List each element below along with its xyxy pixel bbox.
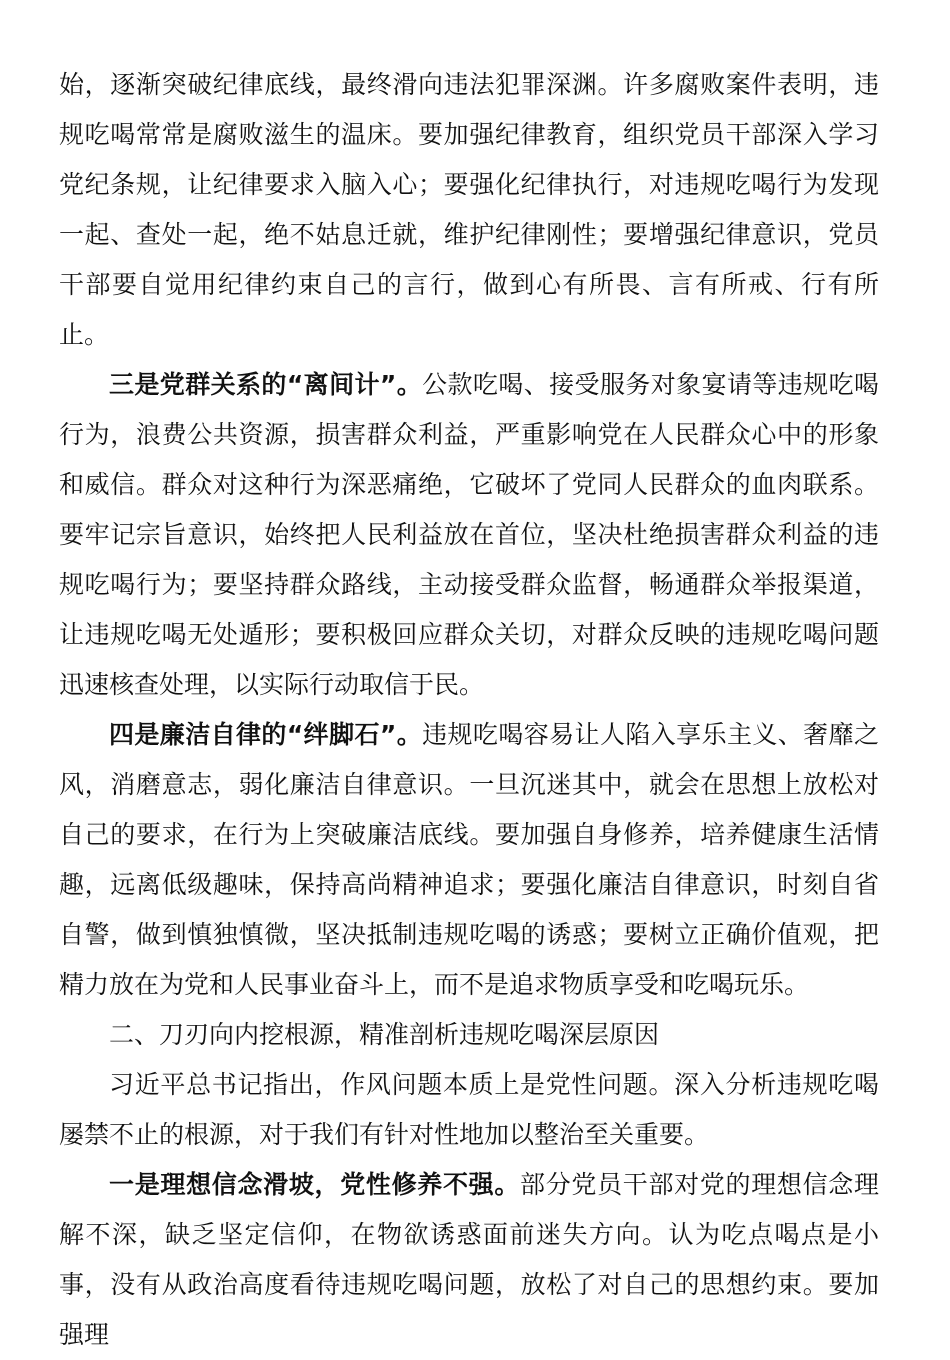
paragraph-ideals-beliefs bbox=[59, 1160, 879, 1360]
paragraph-lead: 四是廉洁自律的“绊脚石”。 bbox=[109, 720, 423, 749]
paragraph-discipline-continued bbox=[59, 60, 879, 360]
paragraph-text: 部分党员干部对党的理想信念理解不深，缺乏坚定信仰，在物欲诱惑面前迷失方向。认为吃点喝点是小事，没有从政治高度看待违规吃喝问题，放松了对自己的思想约束。要加强理 bbox=[59, 1170, 879, 1349]
paragraph-lead: 一是理想信念滑坡，党性修养不强。 bbox=[109, 1170, 521, 1199]
paragraph-integrity-self-discipline bbox=[59, 710, 879, 1010]
paragraph-lead: 三是党群关系的“离间计”。 bbox=[109, 370, 423, 399]
section-heading: 二、刀刃向内挖根源，精准剖析违规吃喝深层原因 bbox=[109, 1020, 660, 1049]
paragraph-text: 始，逐渐突破纪律底线，最终滑向违法犯罪深渊。许多腐败案件表明，违规吃喝常常是腐败滋生的温床。要加强纪律教育，组织党员干部深入学习党纪条规，让纪律要求入脑入心；要强化纪律执行，对违规吃喝行为发现一起、查处一起，绝不姑息迁就，维护纪律刚性；要增强纪律意识，党员干部要自觉用纪律约束自己的言行，做到心有所畏、言有所戒、行有所止。 bbox=[59, 70, 879, 349]
paragraph-section-intro bbox=[59, 1060, 879, 1160]
document-page bbox=[59, 60, 879, 1360]
paragraph-text: 习近平总书记指出，作风问题本质上是党性问题。深入分析违规吃喝屡禁不止的根源，对于我们有针对性地加以整治至关重要。 bbox=[59, 1070, 879, 1149]
paragraph-text: 违规吃喝容易让人陷入享乐主义、奢靡之风，消磨意志，弱化廉洁自律意识。一旦沉迷其中，就会在思想上放松对自己的要求，在行为上突破廉洁底线。要加强自身修养，培养健康生活情趣，远离低级趣味，保持高尚精神追求；要强化廉洁自律意识，时刻自省自警，做到慎独慎微，坚决抵制违规吃喝的诱惑；要树立正确价值观，把精力放在为党和人民事业奋斗上，而不是追求物质享受和吃喝玩乐。 bbox=[59, 720, 879, 999]
paragraph-party-mass-relations bbox=[59, 360, 879, 710]
paragraph-text: 公款吃喝、接受服务对象宴请等违规吃喝行为，浪费公共资源，损害群众利益，严重影响党在人民群众心中的形象和威信。群众对这种行为深恶痛绝，它破坏了党同人民群众的血肉联系。要牢记宗旨意识，始终把人民利益放在首位，坚决杜绝损害群众利益的违规吃喝行为；要坚持群众路线，主动接受群众监督，畅通群众举报渠道，让违规吃喝无处遁形；要积极回应群众关切，对群众反映的违规吃喝问题迅速核查处理，以实际行动取信于民。 bbox=[59, 370, 879, 699]
